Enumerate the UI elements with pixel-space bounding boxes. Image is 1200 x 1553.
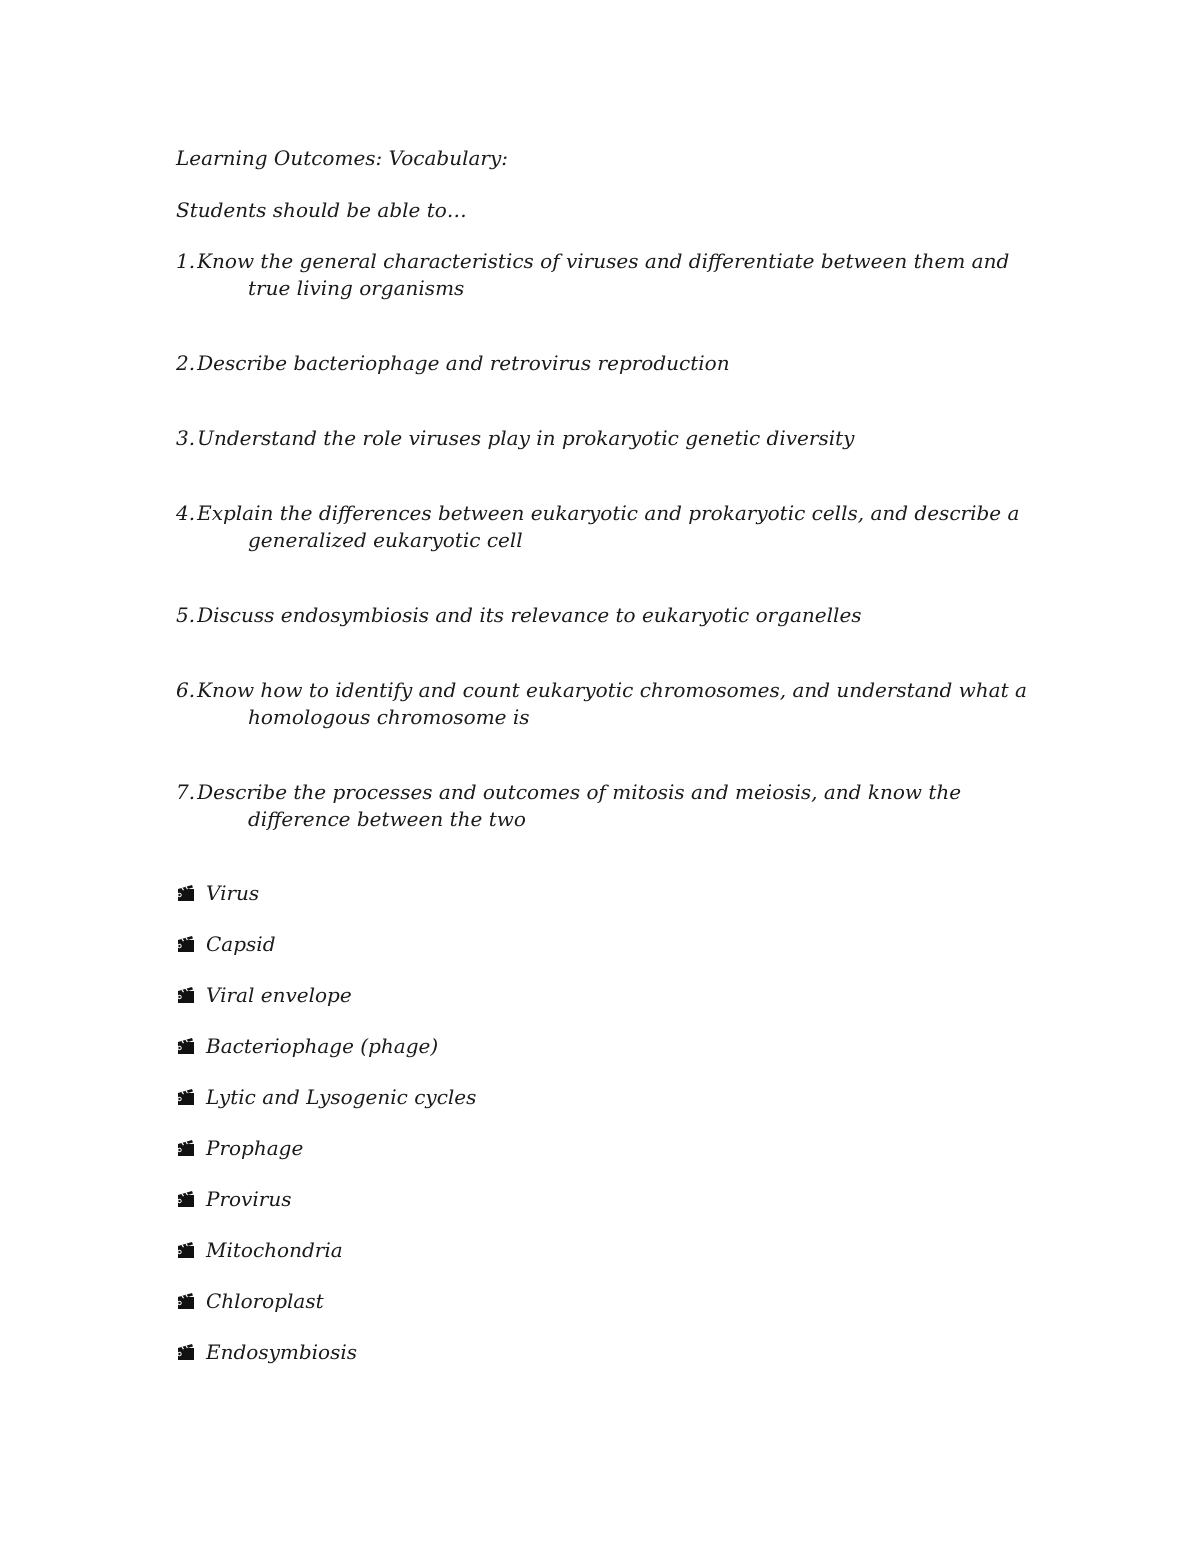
clapperboard-icon — [176, 1033, 198, 1059]
vocabulary-item — [176, 982, 476, 1033]
clapperboard-icon — [176, 931, 198, 957]
outcome-text: Know the general characteristics of viruses and differentiate between them and true living organisms — [197, 249, 1010, 300]
outcome-text: Know how to identify and count eukaryotic chromosomes, and understand what a homologous chromosome is — [197, 678, 1027, 729]
outcome-number: 3. — [176, 426, 196, 450]
vocabulary-item — [176, 1237, 476, 1288]
outcome-text: Describe the processes and outcomes of mitosis and meiosis, and know the difference between the two — [197, 780, 962, 831]
vocabulary-term: Mitochondria — [206, 1238, 343, 1262]
outcome-item-7 — [176, 779, 1056, 881]
outcome-item-2 — [176, 350, 1056, 425]
intro-line: Students should be able to… — [176, 198, 467, 222]
clapperboard-icon — [176, 982, 198, 1008]
clapperboard-icon — [176, 1339, 198, 1365]
outcome-text: Discuss endosymbiosis and its relevance to eukaryotic organelles — [197, 603, 862, 627]
vocabulary-item — [176, 1339, 476, 1390]
page-title: Learning Outcomes: Vocabulary: — [176, 146, 509, 170]
outcome-item-3 — [176, 425, 1056, 500]
vocabulary-term: Lytic and Lysogenic cycles — [206, 1085, 477, 1109]
vocabulary-list — [176, 880, 476, 1390]
vocabulary-term: Chloroplast — [206, 1289, 324, 1313]
vocabulary-term: Capsid — [206, 932, 276, 956]
outcome-text: Understand the role viruses play in prokaryotic genetic diversity — [197, 426, 855, 450]
learning-outcomes-list — [176, 248, 1056, 881]
vocabulary-item — [176, 1084, 476, 1135]
outcome-number: 7. — [176, 780, 196, 804]
vocabulary-item — [176, 931, 476, 982]
clapperboard-icon — [176, 880, 198, 906]
vocabulary-term: Prophage — [206, 1136, 304, 1160]
clapperboard-icon — [176, 1084, 198, 1110]
outcome-text: Explain the differences between eukaryotic and prokaryotic cells, and describe a generalized eukaryotic cell — [197, 501, 1020, 552]
clapperboard-icon — [176, 1288, 198, 1314]
outcome-number: 5. — [176, 603, 196, 627]
vocabulary-term: Viral envelope — [206, 983, 352, 1007]
vocabulary-term: Bacteriophage (phage) — [206, 1034, 439, 1058]
clapperboard-icon — [176, 1186, 198, 1212]
vocabulary-term: Provirus — [206, 1187, 292, 1211]
outcome-item-4 — [176, 500, 1056, 602]
vocabulary-item — [176, 1135, 476, 1186]
clapperboard-icon — [176, 1237, 198, 1263]
outcome-number: 2. — [176, 351, 196, 375]
outcome-number: 6. — [176, 678, 196, 702]
outcome-number: 1. — [176, 249, 196, 273]
outcome-number: 4. — [176, 501, 196, 525]
vocabulary-term: Endosymbiosis — [206, 1340, 358, 1364]
vocabulary-term: Virus — [206, 881, 260, 905]
vocabulary-item — [176, 1186, 476, 1237]
outcome-item-5 — [176, 602, 1056, 677]
outcome-text: Describe bacteriophage and retrovirus reproduction — [197, 351, 730, 375]
outcome-item-1 — [176, 248, 1056, 350]
vocabulary-item — [176, 1033, 476, 1084]
outcome-item-6 — [176, 677, 1056, 779]
clapperboard-icon — [176, 1135, 198, 1161]
vocabulary-item — [176, 880, 476, 931]
vocabulary-item — [176, 1288, 476, 1339]
